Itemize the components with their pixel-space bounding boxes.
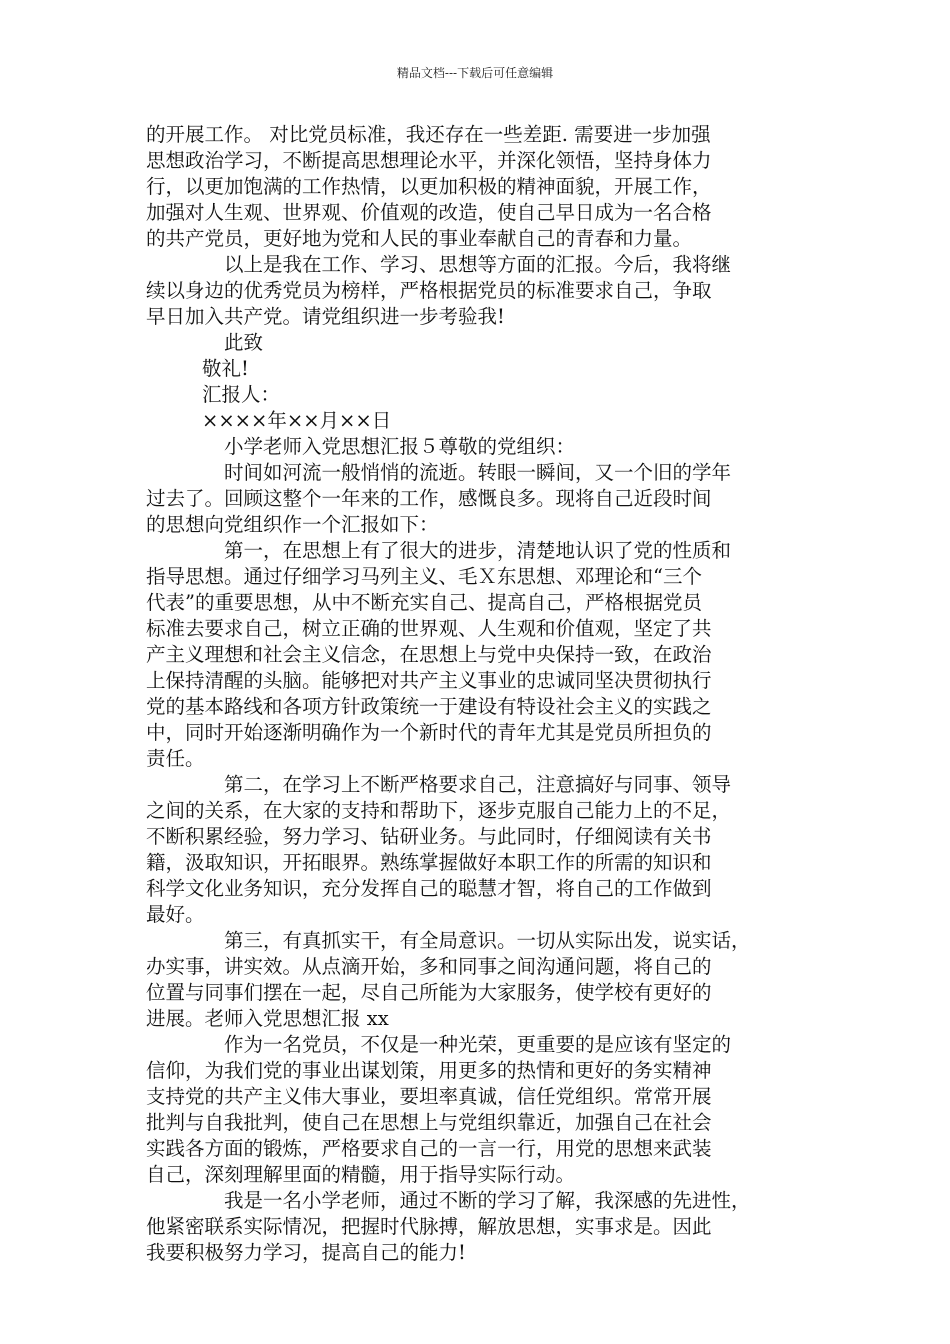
text-line: 上保持清醒的头脑。能够把对共产主义事业的忠诚同坚决贯彻执行 xyxy=(146,669,712,692)
text-line: 此致 xyxy=(224,331,264,354)
text-line: 自己，深刻理解里面的精髓，用于指导实际行动。 xyxy=(146,1163,576,1186)
page-header: 精品文档---下载后可任意编辑 xyxy=(396,66,554,80)
text-line: 实践各方面的锻炼，严格要求自己的一言一行，用党的思想来武装 xyxy=(146,1137,712,1160)
text-line: 作为一名党员，不仅是一种光荣，更重要的是应该有坚定的 xyxy=(224,1033,732,1056)
text-line: 不断积累经验，努力学习、钻研业务。与此同时，仔细阅读有关书 xyxy=(146,825,712,848)
text-line: 进展。老师入党思想汇报 xx xyxy=(146,1007,389,1030)
text-line: 支持党的共产主义伟大事业，要坦率真诚，信任党组织。常常开展 xyxy=(146,1085,712,1108)
text-line: 以上是我在工作、学习、思想等方面的汇报。今后，我将继 xyxy=(224,253,732,276)
text-line: 第二，在学习上不断严格要求自己，注意搞好与同事、领导 xyxy=(224,773,732,796)
text-line: 的思想向党组织作一个汇报如下： xyxy=(146,513,439,536)
text-line: 敬礼! xyxy=(202,357,249,380)
text-line: 的共产党员，更好地为党和人民的事业奉献自己的青春和力量。 xyxy=(146,227,693,250)
text-line: 他紧密联系实际情况，把握时代脉搏，解放思想，实事求是。因此 xyxy=(146,1215,712,1238)
text-line: 位置与同事们摆在一起，尽自己所能为大家服务，使学校有更好的 xyxy=(146,981,712,1004)
text-line: 中，同时开始逐渐明确作为一个新时代的青年尤其是党员所担负的 xyxy=(146,721,712,744)
text-line: 信仰，为我们党的事业出谋划策，用更多的热情和更好的务实精神 xyxy=(146,1059,712,1082)
text-line: 代表”的重要思想，从中不断充实自己、提高自己，严格根据党员 xyxy=(146,591,702,614)
text-line: 汇报人： xyxy=(202,383,281,406)
text-line: 思想政治学习，不断提高思想理论水平，并深化领悟，坚持身体力 xyxy=(146,149,712,172)
text-line: 最好。 xyxy=(146,903,205,926)
text-line: 产主义理想和社会主义信念，在思想上与党中央保持一致，在政治 xyxy=(146,643,712,666)
text-line: 时间如河流一般悄悄的流逝。转眼一瞬间，又一个旧的学年 xyxy=(224,461,732,484)
text-line: 科学文化业务知识，充分发挥自己的聪慧才智，将自己的工作做到 xyxy=(146,877,712,900)
text-line: 党的基本路线和各项方针政策统一于建设有特设社会主义的实践之 xyxy=(146,695,712,718)
text-line: 责任。 xyxy=(146,747,205,770)
text-line: 标准去要求自己，树立正确的世界观、人生观和价值观，坚定了共 xyxy=(146,617,712,640)
text-line: 过去了。回顾这整个一年来的工作，感慨良多。现将自己近段时间 xyxy=(146,487,712,510)
text-line: 加强对人生观、世界观、价值观的改造，使自己早日成为一名合格 xyxy=(146,201,712,224)
text-line: 第一，在思想上有了很大的进步，清楚地认识了党的性质和 xyxy=(224,539,732,562)
text-line: 续以身边的优秀党员为榜样，严格根据党员的标准要求自己，争取 xyxy=(146,279,712,302)
text-line: 小学老师入党思想汇报５尊敬的党组织： xyxy=(224,435,576,458)
text-line: 我是一名小学老师，通过不断的学习了解，我深感的先进性， xyxy=(224,1189,751,1212)
text-line: 我要积极努力学习，提高自己的能力! xyxy=(146,1241,466,1264)
document-body xyxy=(146,122,822,1266)
text-line: 早日加入共产党。请党组织进一步考验我! xyxy=(146,305,505,328)
text-line: 批判与自我批判，使自己在思想上与党组织靠近，加强自己在社会 xyxy=(146,1111,712,1134)
text-line: ××××年××月××日 xyxy=(202,409,392,432)
text-line: 之间的关系，在大家的支持和帮助下，逐步克服自己能力上的不足， xyxy=(146,799,732,822)
text-line: 籍，汲取知识，开拓眼界。熟练掌握做好本职工作的所需的知识和 xyxy=(146,851,712,874)
text-line: 的开展工作。 对比党员标准，我还存在一些差距. 需要进一步加强 xyxy=(146,123,711,146)
text-line: 指导思想。通过仔细学习马列主义、毛Ｘ东思想、邓理论和“三个 xyxy=(146,565,702,588)
text-line: 行，以更加饱满的工作热情，以更加积极的精神面貌，开展工作， xyxy=(146,175,712,198)
text-line: 第三，有真抓实干，有全局意识。一切从实际出发，说实话， xyxy=(224,929,751,952)
text-line: 办实事，讲实效。从点滴开始，多和同事之间沟通问题，将自己的 xyxy=(146,955,712,978)
